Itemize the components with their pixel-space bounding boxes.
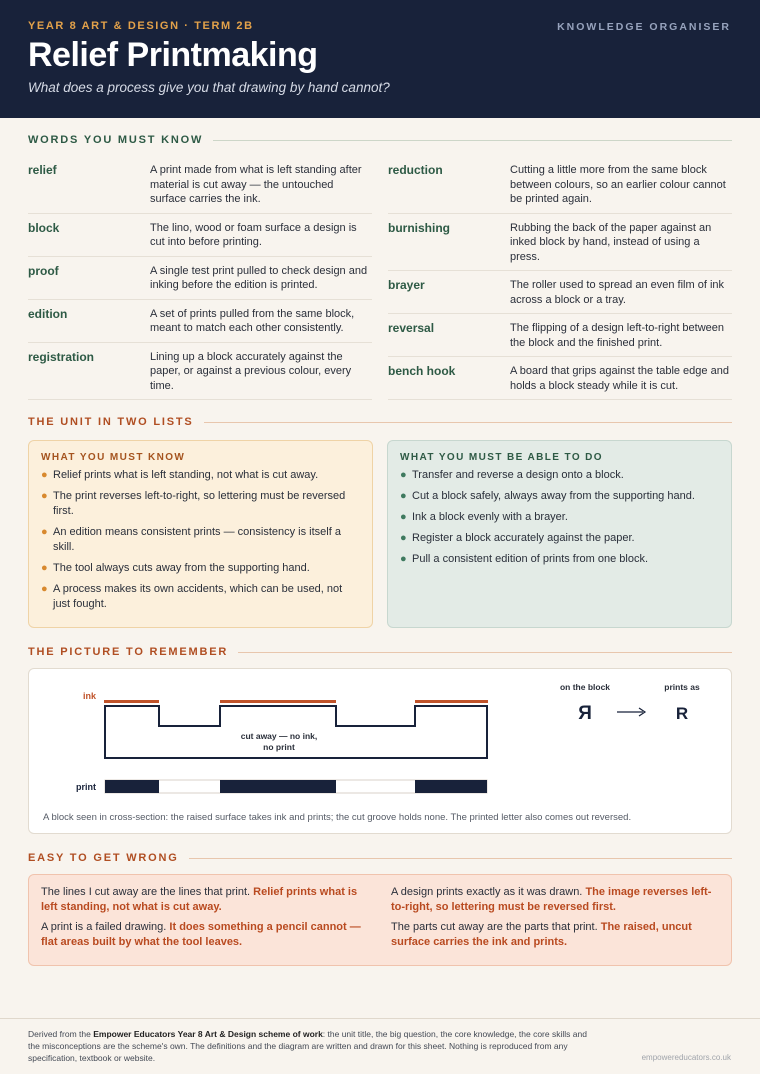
must-know-list <box>41 468 360 612</box>
footer-attribution <box>28 1028 588 1064</box>
list-item-text: Register a block accurately against the paper. <box>412 532 635 544</box>
vocab-term: relief <box>28 163 57 177</box>
must-do-title: WHAT YOU MUST BE ABLE TO DO <box>400 452 603 463</box>
misconception <box>391 885 719 914</box>
must-know-title: WHAT YOU MUST KNOW <box>41 452 186 463</box>
vocab-row <box>388 214 732 272</box>
vocab-term: registration <box>28 349 95 364</box>
list-item-text: A process makes its own accidents, which can be used, not just fought. <box>53 583 343 610</box>
divider <box>189 858 732 859</box>
vocab-term: reversal <box>388 321 435 335</box>
misconceptions-heading-text: EASY TO GET WRONG <box>28 852 179 864</box>
vocab-column-left <box>28 156 372 400</box>
vocab-term: brayer <box>388 278 425 292</box>
vocab-row <box>388 271 732 314</box>
list-item <box>400 552 719 567</box>
print-label: print <box>76 782 96 792</box>
list-item-text: Cut a block safely, always away from the supporting hand. <box>412 490 695 502</box>
course-kicker: YEAR 8 ART & DESIGN · TERM 2B <box>28 20 254 32</box>
bullet-icon: ● <box>41 526 48 538</box>
list-item-text: Relief prints what is left standing, not what is cut away. <box>53 469 319 481</box>
vocab-definition: Rubbing the back of the paper against an inked block by hand, instead of using a press. <box>510 221 712 263</box>
groove-label-line-1: cut away — no ink, <box>240 731 318 741</box>
list-item <box>41 582 360 612</box>
vocab-term: bench hook <box>388 364 456 378</box>
vocab-definition: The roller used to spread an even film of ink across a block or a tray. <box>510 279 725 306</box>
bullet-icon: ● <box>41 490 48 502</box>
ink-strip <box>415 700 488 703</box>
bullet-icon: ● <box>400 469 407 481</box>
misconception-wrong: A design prints exactly as it was drawn. <box>391 886 583 898</box>
list-item-text: An edition means consistent prints — consistency is itself a skill. <box>53 526 341 553</box>
misconceptions-column-left <box>41 885 369 955</box>
divider <box>213 140 732 141</box>
diagram-caption: A block seen in cross-section: the raised surface takes ink and prints; the cut groove holds none. The printed letter also comes out reversed. <box>43 812 632 823</box>
vocab-definition: A board that grips against the table edge and holds a block steady while it is cut. <box>510 365 729 392</box>
misconceptions-box <box>28 874 732 966</box>
diagram-heading <box>28 646 732 658</box>
misconception-wrong: A print is a failed drawing. <box>41 921 167 933</box>
vocab-heading-text: WORDS YOU MUST KNOW <box>28 134 204 146</box>
misconception <box>41 920 369 949</box>
list-item <box>41 468 360 483</box>
list-item <box>400 531 719 546</box>
list-item-text: Pull a consistent edition of prints from one block. <box>412 553 649 565</box>
list-item <box>41 489 360 519</box>
lists-heading <box>28 416 732 428</box>
vocab-row <box>28 156 372 214</box>
misconception-fix: The raised, uncut surface carries the ink and prints. <box>391 921 692 948</box>
reversed-letter-on-block: R <box>578 703 592 724</box>
diagram-heading-text: THE PICTURE TO REMEMBER <box>28 646 229 658</box>
list-item-text: Transfer and reverse a design onto a block. <box>412 469 624 481</box>
bullet-icon: ● <box>41 583 48 595</box>
misconception <box>391 920 719 949</box>
vocab-definition: Cutting a little more from the same block between colours, so an earlier colour cannot be printed again. <box>510 164 726 205</box>
bullet-icon: ● <box>400 532 407 544</box>
bullet-icon: ● <box>400 490 407 502</box>
printed-area <box>220 780 336 793</box>
vocab-heading <box>28 134 732 146</box>
misconceptions-heading <box>28 852 732 864</box>
vocab-row <box>28 214 372 257</box>
vocab-term: burnishing <box>388 220 450 235</box>
divider <box>204 422 732 423</box>
list-item <box>41 561 360 576</box>
on-block-label: on the block <box>559 682 611 692</box>
big-question: What does a process give you that drawing by hand cannot? <box>28 80 390 95</box>
misconception-fix: The image reverses left-to-right, so lettering must be reversed first. <box>391 886 712 913</box>
must-do-box <box>387 440 732 628</box>
vocab-row <box>28 300 372 343</box>
ink-strip <box>220 700 336 703</box>
misconception <box>41 885 369 914</box>
misconception-wrong: The parts cut away are the parts that print. <box>391 921 598 933</box>
vocab-row <box>388 314 732 357</box>
list-item <box>400 489 719 504</box>
vocab-row <box>28 343 372 401</box>
vocab-row <box>28 257 372 300</box>
two-lists <box>28 440 732 628</box>
must-know-box <box>28 440 373 628</box>
vocab-term: reduction <box>388 163 443 177</box>
misconception-fix: It does something a pencil cannot — flat areas built by what the tool leaves. <box>41 921 361 948</box>
footer-divider <box>0 1018 760 1019</box>
printed-area <box>415 780 487 793</box>
must-do-list <box>400 468 719 567</box>
vocab-table <box>28 156 732 400</box>
misconceptions-column-right <box>391 885 719 955</box>
bullet-icon: ● <box>400 553 407 565</box>
printed-area <box>105 780 159 793</box>
lists-heading-text: THE UNIT IN TWO LISTS <box>28 416 194 428</box>
vocab-column-right <box>388 156 732 400</box>
vocab-term: proof <box>28 263 59 278</box>
relief-diagram <box>28 668 732 834</box>
list-item-text: The print reverses left-to-right, so lettering must be reversed first. <box>53 490 346 517</box>
vocab-term: edition <box>28 306 68 321</box>
vocab-definition: The flipping of a design left-to-right between the block and the finished print. <box>510 322 725 349</box>
groove-label-line-2: no print <box>263 742 295 752</box>
vocab-definition: Lining up a block accurately against the paper, or against a previous colour, every time. <box>150 350 352 392</box>
bullet-icon: ● <box>400 511 407 523</box>
printed-letter: R <box>675 704 689 723</box>
cross-section-svg <box>29 669 731 809</box>
footer-website: empowereducators.co.uk <box>641 1053 731 1062</box>
page-title: Relief Printmaking <box>28 36 318 74</box>
misconception-wrong: The lines I cut away are the lines that print. <box>41 886 251 898</box>
ink-strip <box>104 700 159 703</box>
prints-as-label: prints as <box>664 682 700 692</box>
footer-source: Empower Educators Year 8 Art & Design scheme of work <box>93 1029 323 1039</box>
vocab-definition: A print made from what is left standing after material is cut away — the untouched surface carries the ink. <box>150 164 362 205</box>
header <box>0 0 760 118</box>
ink-label: ink <box>82 691 96 701</box>
list-item-text: The tool always cuts away from the supporting hand. <box>53 562 310 574</box>
list-item-text: Ink a block evenly with a brayer. <box>412 511 568 523</box>
vocab-row <box>388 156 732 214</box>
bullet-icon: ● <box>41 562 48 574</box>
vocab-definition: A single test print pulled to check design and inking before the edition is printed. <box>150 264 368 291</box>
document-type-label: KNOWLEDGE ORGANISER <box>557 21 731 33</box>
footer-prefix: Derived from the <box>28 1029 91 1039</box>
vocab-definition: The lino, wood or foam surface a design is cut into before printing. <box>150 221 357 248</box>
bullet-icon: ● <box>41 469 48 481</box>
divider <box>238 652 732 653</box>
list-item <box>41 525 360 555</box>
footer-rest: : the unit title, the big question, the core knowledge, the core skills and the misconceptions are the scheme's own. The definitions and the diagram are written and drawn for this sheet. Nothing is reproduced from any specification, textbook or website. <box>28 1029 587 1063</box>
vocab-definition: A set of prints pulled from the same block, meant to match each other consistently. <box>150 307 355 334</box>
list-item <box>400 510 719 525</box>
list-item <box>400 468 719 483</box>
vocab-row <box>388 357 732 400</box>
misconception-fix: Relief prints what is left standing, not what is cut away. <box>41 886 358 913</box>
vocab-term: block <box>28 220 60 235</box>
